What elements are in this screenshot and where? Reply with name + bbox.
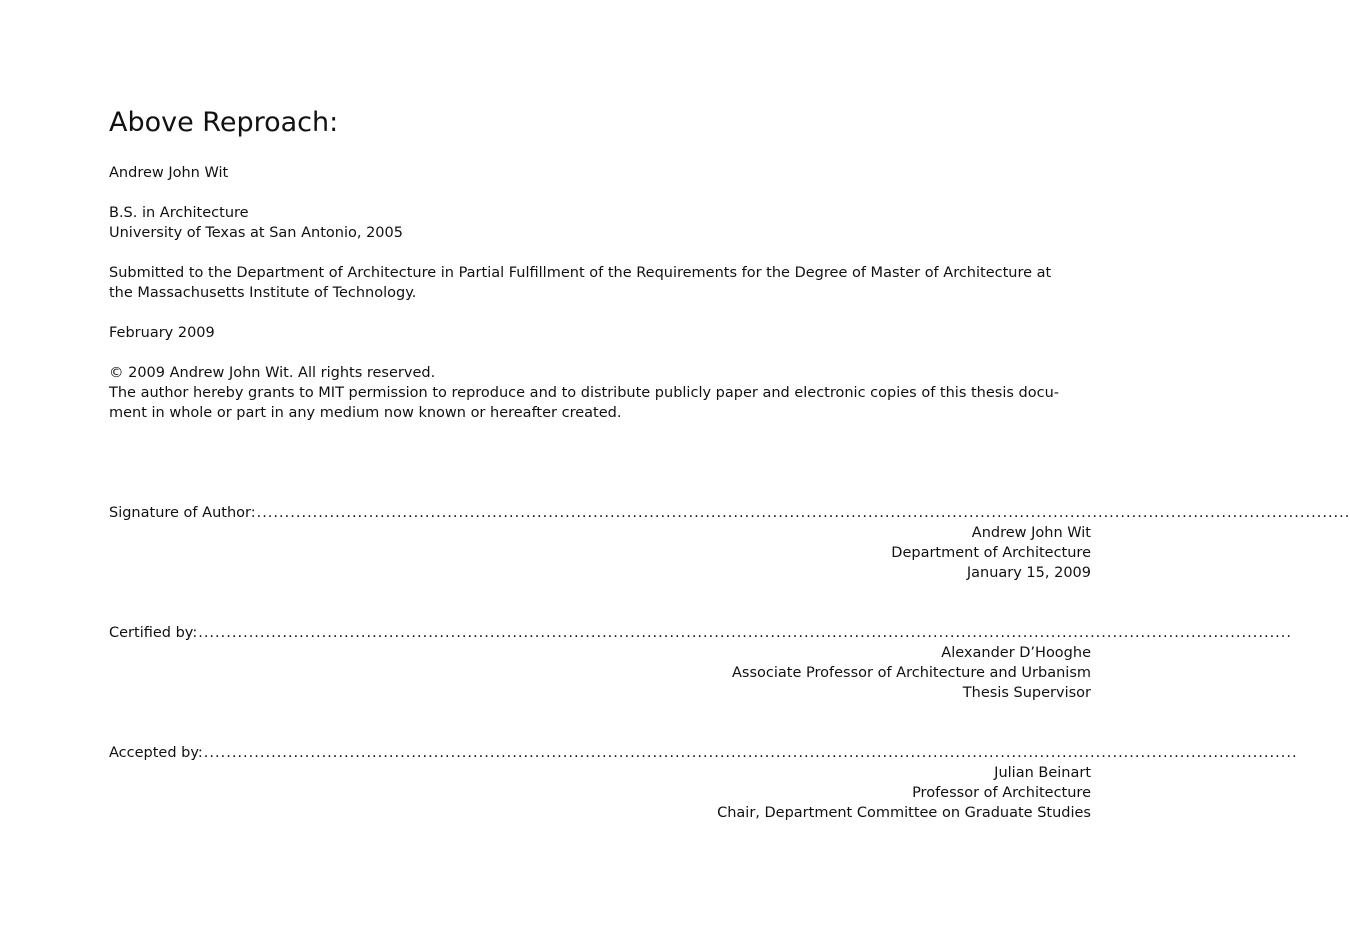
accepted-by-line (109, 743, 1298, 763)
certified-by-label: Certified by: (109, 625, 198, 641)
permission-statement-line-2: ment in whole or part in any medium now known or hereafter created. (109, 405, 622, 421)
author-signatory-name: Andrew John Wit (971, 525, 1091, 541)
author-signature-line (109, 503, 1350, 523)
page-title: Above Reproach: (109, 107, 339, 138)
accepted-by-label: Accepted by: (109, 745, 203, 761)
submission-statement-line-2: the Massachusetts Institute of Technology. (109, 285, 417, 301)
supervisor-title: Associate Professor of Architecture and Urbanism (732, 665, 1091, 681)
certified-by-line (109, 623, 1292, 643)
author-signature-label: Signature of Author: (109, 505, 256, 521)
author-signatory-department: Department of Architecture (891, 545, 1091, 561)
signature-dots: ................................................................................................................................................................................................... (198, 625, 1292, 641)
chair-title: Professor of Architecture (912, 785, 1091, 801)
chair-name: Julian Beinart (994, 765, 1091, 781)
prior-institution: University of Texas at San Antonio, 2005 (109, 225, 403, 241)
submission-statement-line-1: Submitted to the Department of Architecture in Partial Fulfillment of the Requirements for the Degree of Master of Architecture at (109, 265, 1052, 281)
thesis-title-page (109, 0, 1350, 927)
signature-dots: ................................................................................................................................................................................................... (256, 505, 1350, 521)
supervisor-name: Alexander D’Hooghe (941, 645, 1091, 661)
permission-statement-line-1: The author hereby grants to MIT permission to reproduce and to distribute publicly paper and electronic copies of this thesis docu- (109, 385, 1059, 401)
supervisor-role: Thesis Supervisor (962, 685, 1091, 701)
prior-degree: B.S. in Architecture (109, 205, 249, 221)
author-signature-date: January 15, 2009 (966, 565, 1091, 581)
submission-date: February 2009 (109, 325, 215, 341)
signature-dots: ................................................................................................................................................................................................... (203, 745, 1298, 761)
chair-role: Chair, Department Committee on Graduate Studies (717, 805, 1091, 821)
author-name: Andrew John Wit (109, 165, 229, 181)
copyright-notice: © 2009 Andrew John Wit. All rights reserved. (109, 365, 436, 381)
